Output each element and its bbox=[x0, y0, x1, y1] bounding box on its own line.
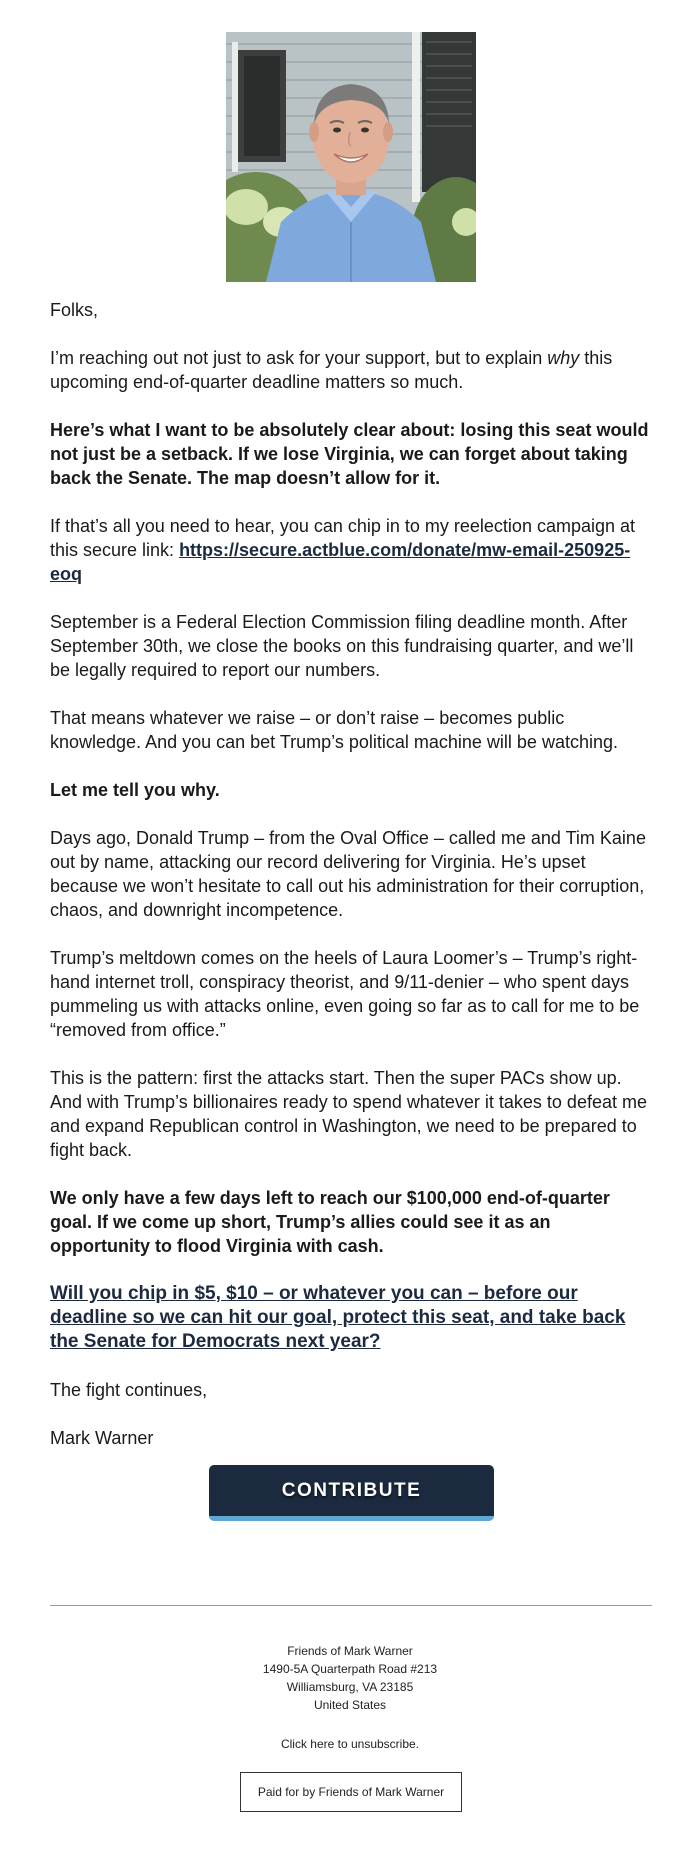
paragraph-public-knowledge: That means whatever we raise – or don’t raise – becomes public knowledge. And you can bet Trump’s political machine will be watching. bbox=[50, 708, 618, 752]
footer-address bbox=[0, 1642, 700, 1714]
closing-line: The fight continues, bbox=[50, 1380, 208, 1400]
seat-warning-bold: Here’s what I want to be absolutely clear about: losing this seat would not just be a setback. If we lose Virginia, we can forget about taking back the Senate. The map doesn’t allow for it. bbox=[50, 420, 649, 488]
candidate-photo bbox=[226, 32, 476, 282]
paragraph-goal bbox=[50, 1186, 652, 1258]
paragraph-seat-warning bbox=[50, 418, 652, 490]
paragraph-tell-why bbox=[50, 778, 652, 802]
chip-in-ask-link[interactable]: Will you chip in $5, $10 – or whatever you can – before our deadline so we can hit our goal, protect this seat, and take back the Senate for Democrats next year? bbox=[50, 1283, 626, 1352]
intro-text-b: this upcoming end-of-quarter deadline matters so much. bbox=[50, 348, 613, 392]
contribute-button[interactable]: CONTRIBUTE bbox=[209, 1465, 494, 1521]
footer-country: United States bbox=[313, 1698, 387, 1712]
intro-emphasis: why bbox=[547, 348, 580, 368]
paragraph-loomer: Trump’s meltdown comes on the heels of Laura Loomer’s – Trump’s right-hand internet troll, conspiracy theorist, and 9/11-denier – who spent days pummeling us with attacks online, even going so far as to call for me to be “removed from office.” bbox=[50, 948, 640, 1040]
footer-address-line1: 1490-5A Quarterpath Road #213 bbox=[262, 1662, 438, 1676]
paragraph-fec-deadline: September is a Federal Election Commission filing deadline month. After September 30th, we close the books on this fundraising quarter, and we’ll be legally required to report our numbers. bbox=[50, 612, 634, 680]
unsubscribe-row bbox=[0, 1737, 700, 1751]
footer-org: Friends of Mark Warner bbox=[287, 1644, 413, 1658]
footer-divider bbox=[50, 1605, 652, 1606]
secure-link-lead: If that’s all you need to hear, you can chip in to my reelection campaign at this secure link: bbox=[50, 516, 636, 560]
goal-bold: We only have a few days left to reach our $100,000 end-of-quarter goal. If we come up short, Trump’s allies could see it as an opportunity to flood Virginia with cash. bbox=[50, 1188, 610, 1256]
paid-for-box: Paid for by Friends of Mark Warner bbox=[240, 1772, 462, 1812]
paragraph-ask bbox=[50, 1282, 652, 1354]
greeting: Folks, bbox=[50, 300, 99, 320]
paragraph-intro bbox=[50, 346, 652, 394]
letter-body bbox=[50, 298, 652, 1474]
signature: Mark Warner bbox=[50, 1428, 154, 1448]
paragraph-trump-attack: Days ago, Donald Trump – from the Oval Office – called me and Tim Kaine out by name, attacking our record delivering for Virginia. He’s upset because we won’t hesitate to call out his administration for their corruption, chaos, and downright incompetence. bbox=[50, 828, 646, 920]
unsubscribe-link[interactable]: Click here to unsubscribe. bbox=[280, 1737, 420, 1751]
intro-text-a: I’m reaching out not just to ask for your support, but to explain bbox=[50, 348, 548, 368]
paragraph-pattern: This is the pattern: first the attacks start. Then the super PACs show up. And with Trump’s billionaires ready to spend whatever it takes to defeat me and expand Republican control in Washington, we need to be prepared to fight back. bbox=[50, 1068, 647, 1160]
actblue-donate-link[interactable]: https://secure.actblue.com/donate/mw-email-250925-eoq bbox=[50, 540, 631, 584]
paragraph-secure-link bbox=[50, 514, 652, 586]
tell-why-bold: Let me tell you why. bbox=[50, 780, 220, 800]
footer-address-line2: Williamsburg, VA 23185 bbox=[286, 1680, 414, 1694]
